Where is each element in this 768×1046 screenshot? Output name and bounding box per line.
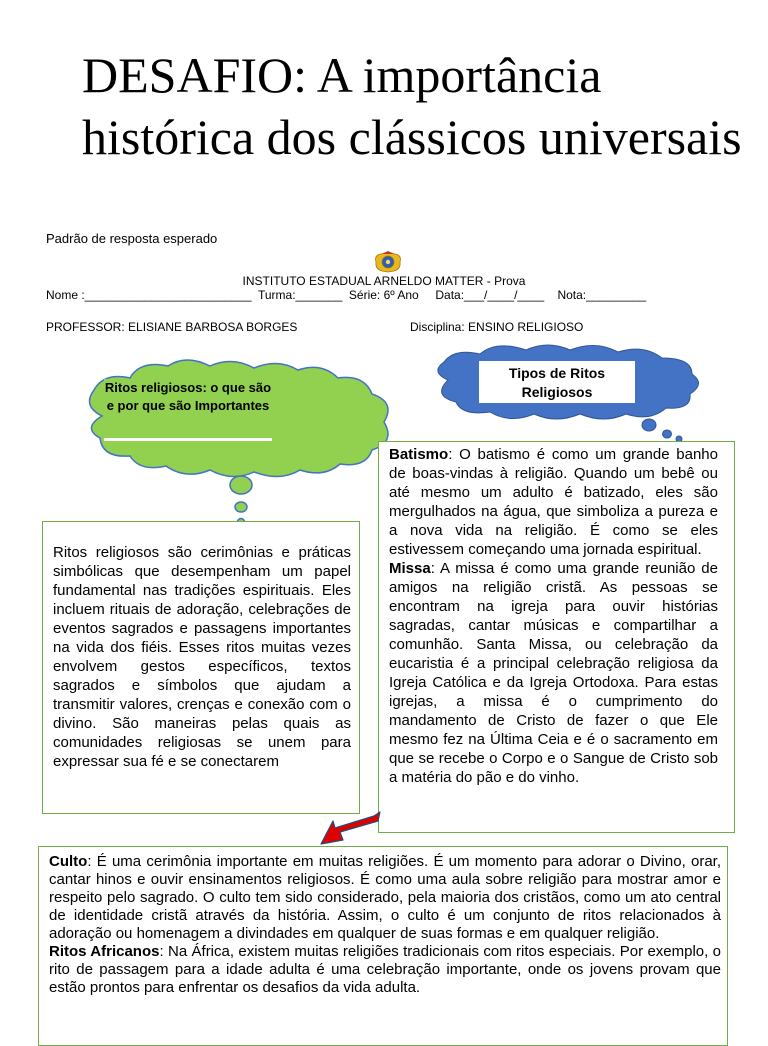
culto-term: Culto [49, 853, 88, 870]
culto-text: : É uma cerimônia importante em muitas religiões. É um momento para adorar o Divino, orar, cantar hinos e ouvir ensinamentos religiosos. É como uma aula sobre religião para mostrar amor e respeito pelo sagrado. O culto tem sido considerado, pela maioria dos cristãos, como um ato central de identidade cristã através da história. Assim, o culto é um conjunto de ritos relacionados à adoração ou homenagem a divindades em qualquer de suas formas e em qualquer religião. [49, 853, 721, 942]
teacher-name: PROFESSOR: ELISIANE BARBOSA BORGES [46, 320, 298, 334]
discipline: Disciplina: ENSINO RELIGIOSO [410, 320, 584, 334]
culto-paragraph [49, 853, 721, 943]
missa-paragraph [389, 559, 718, 787]
batismo-paragraph [389, 445, 718, 559]
ritos-africanos-paragraph [49, 943, 721, 997]
school-logo [372, 251, 404, 273]
page-title: DESAFIO: A importância histórica dos clássicos universais [82, 47, 742, 165]
student-info-line: Nome :_________________________ Turma:_______ Série: 6º Ano Data:___/____/____ Nota:_________ [46, 288, 647, 302]
missa-text: : A missa é como uma grande reunião de amigos na religião cristã. As pessoas se encontram na igreja para ouvir histórias sagradas, cantar músicas e compartilhar a comunhão. Santa Missa, ou celebração da eucaristia é a principal celebração religiosa da Igreja Católica e da Igreja Ortodoxa. Para estas igrejas, a missa é o cumprimento do mandamento de Cristo de fazer o que Ele mesmo fez na Última Ceia e é o sacramento em que se recebe o Corpo e o Sangue de Cristo sob a matéria do pão e do vinho. [389, 560, 718, 786]
batismo-term: Batismo [389, 446, 449, 463]
culto-ritos-africanos-box [38, 846, 728, 1046]
ritos-definition-box [42, 521, 360, 814]
ritos-africanos-text: : Na África, existem muitas religiões tradicionais com ritos especiais. Por exemplo, o rito de passagem para a idade adulta é uma celebração importante, onde os jovens provam que estão prontos para enfrentar os desafios da vida adulta. [49, 943, 721, 996]
ritos-africanos-term: Ritos Africanos [49, 943, 160, 960]
ritos-definition-text: Ritos religiosos são cerimônias e práticas simbólicas que desempenham um papel fundamental nas tradições espirituais. Eles incluem rituais de adoração, celebrações de eventos sagrados e passagens importantes na vida dos fiéis. Esses ritos muitas vezes envolvem gestos específicos, textos sagrados e símbolos que ajudam a transmitir valores, crenças e conexão com o divino. São maneiras pelas quais as comunidades religiosas se unem para expressar sua fé e se conectarem [53, 544, 351, 770]
batismo-text: : O batismo é como um grande banho de boas-vindas à religião. Quando um bebê ou até mesmo um adulto é batizado, eles são mergulhados na água, que simboliza a pureza e a nova vida na religião. É como se eles estivessem começando uma jornada espiritual. [389, 446, 718, 558]
school-name: INSTITUTO ESTADUAL ARNELDO MATTER - Prova [242, 274, 526, 288]
red-arrow-icon [318, 808, 384, 850]
cloud-label-tipos: Tipos de Ritos Religiosos [479, 361, 635, 403]
subtitle: Padrão de resposta esperado [46, 231, 218, 246]
cloud-label-ritos: Ritos religiosos: o que são e por que são Importantes [104, 379, 272, 441]
missa-term: Missa [389, 560, 431, 577]
tipos-ritos-box [378, 441, 735, 833]
